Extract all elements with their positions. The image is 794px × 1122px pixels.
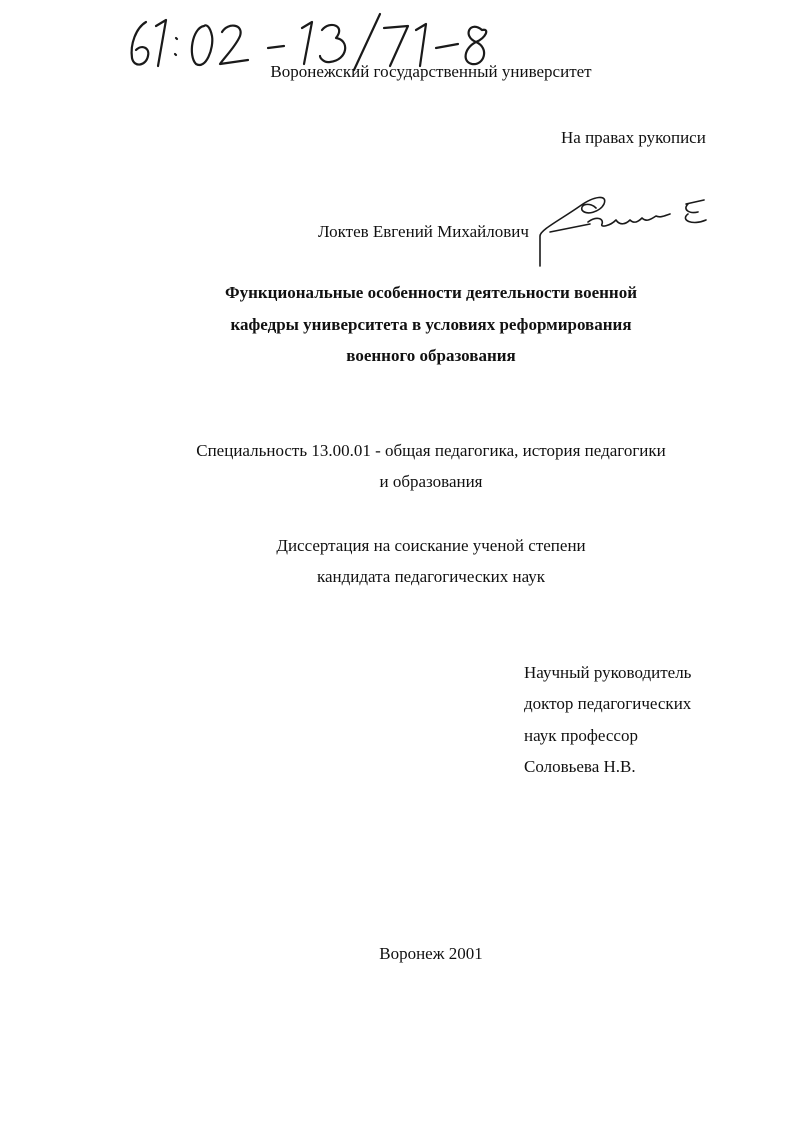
title-line-1: Функциональные особенности деятельности военной: [224, 283, 637, 302]
university-name: Воронежский государственный университет: [270, 62, 592, 81]
author-name: Локтев Евгений Михайлович: [318, 222, 529, 241]
title-line-2: кафедры университета в условиях реформирования: [230, 315, 632, 334]
supervisor-line-4: Соловьева Н.В.: [524, 757, 636, 776]
supervisor-line-2: доктор педагогических: [524, 694, 692, 713]
dissertation-line-2: кандидата педагогических наук: [316, 567, 546, 586]
rights-note: На правах рукописи: [561, 128, 706, 147]
title-line-3: военного образования: [346, 346, 516, 365]
supervisor-line-3: наук профессор: [524, 726, 638, 745]
specialty-line-2: и образования: [379, 472, 483, 491]
specialty-line-1: Специальность 13.00.01 - общая педагогика, история педагогики: [196, 441, 666, 460]
dissertation-line-1: Диссертация на соискание ученой степени: [276, 536, 586, 555]
supervisor-line-1: Научный руководитель: [524, 663, 692, 682]
city-year: Воронеж 2001: [379, 944, 483, 963]
author-signature: [530, 186, 730, 276]
